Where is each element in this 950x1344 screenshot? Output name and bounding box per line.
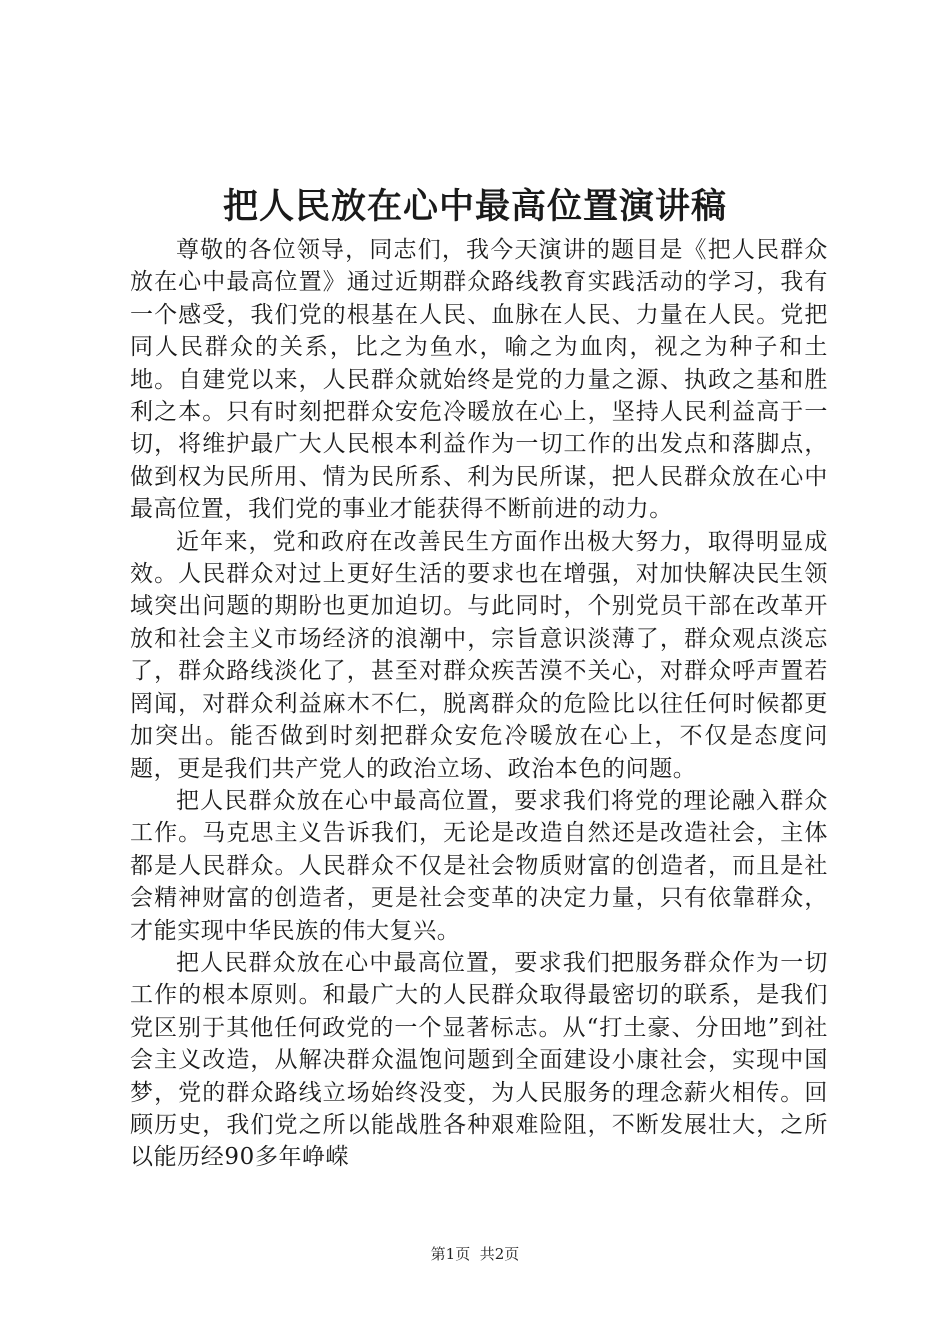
body-paragraph: 尊敬的各位领导，同志们，我今天演讲的题目是《把人民群众放在心中最高位置》通过近期群众路线教育实践活动的学习，我有一个感受，我们党的根基在人民、血脉在人民、力量在人民。党把同人民群众的关系，比之为鱼水，喻之为血肉，视之为种子和土地。自建党以来，人民群众就始终是党的力量之源、执政之基和胜利之本。只有时刻把群众安危冷暖放在心上，坚持人民利益高于一切，将维护最广大人民根本利益作为一切工作的出发点和落脚点，做到权为民所用、情为民所系、利为民所谋，把人民群众放在心中最高位置，我们党的事业才能获得不断前进的动力。 [130,237,828,523]
document-title: 把人民放在心中最高位置演讲稿 [222,186,727,227]
body-paragraph: 把人民群众放在心中最高位置，要求我们将党的理论融入群众工作。马克思主义告诉我们，无论是改造自然还是改造社会，主体都是人民群众。人民群众不仅是社会物质财富的创造者，而且是社会精神财富的创造者，更是社会变革的决定力量，只有依靠群众，才能实现中华民族的伟大复兴。 [130,787,828,944]
document-body [130,234,828,1174]
page-number: 第1页 [430,1245,471,1263]
page-footer [0,1244,950,1264]
page-total: 共2页 [479,1245,520,1263]
body-paragraph: 近年来，党和政府在改善民生方面作出极大努力，取得明显成效。人民群众对过上更好生活的要求也在增强，对加快解决民生领域突出问题的期盼也更加迫切。与此同时，个别党员干部在改革开放和社会主义市场经济的浪潮中，宗旨意识淡薄了，群众观点淡忘了，群众路线淡化了，甚至对群众疾苦漠不关心，对群众呼声置若罔闻，对群众利益麻木不仁，脱离群众的危险比以往任何时候都更加突出。能否做到时刻把群众安危冷暖放在心上，不仅是态度问题，更是我们共产党人的政治立场、政治本色的问题。 [130,528,828,782]
body-paragraph: 把人民群众放在心中最高位置，要求我们把服务群众作为一切工作的根本原则。和最广大的人民群众取得最密切的联系，是我们党区别于其他任何政党的一个显著标志。从“打土豪、分田地”到社会主义改造，从解决群众温饱问题到全面建设小康社会，实现中国梦，党的群众路线立场始终没变，为人民服务的理念薪火相传。回顾历史，我们党之所以能战胜各种艰难险阻，不断发展壮大，之所以能历经90多年峥嵘 [130,949,828,1171]
